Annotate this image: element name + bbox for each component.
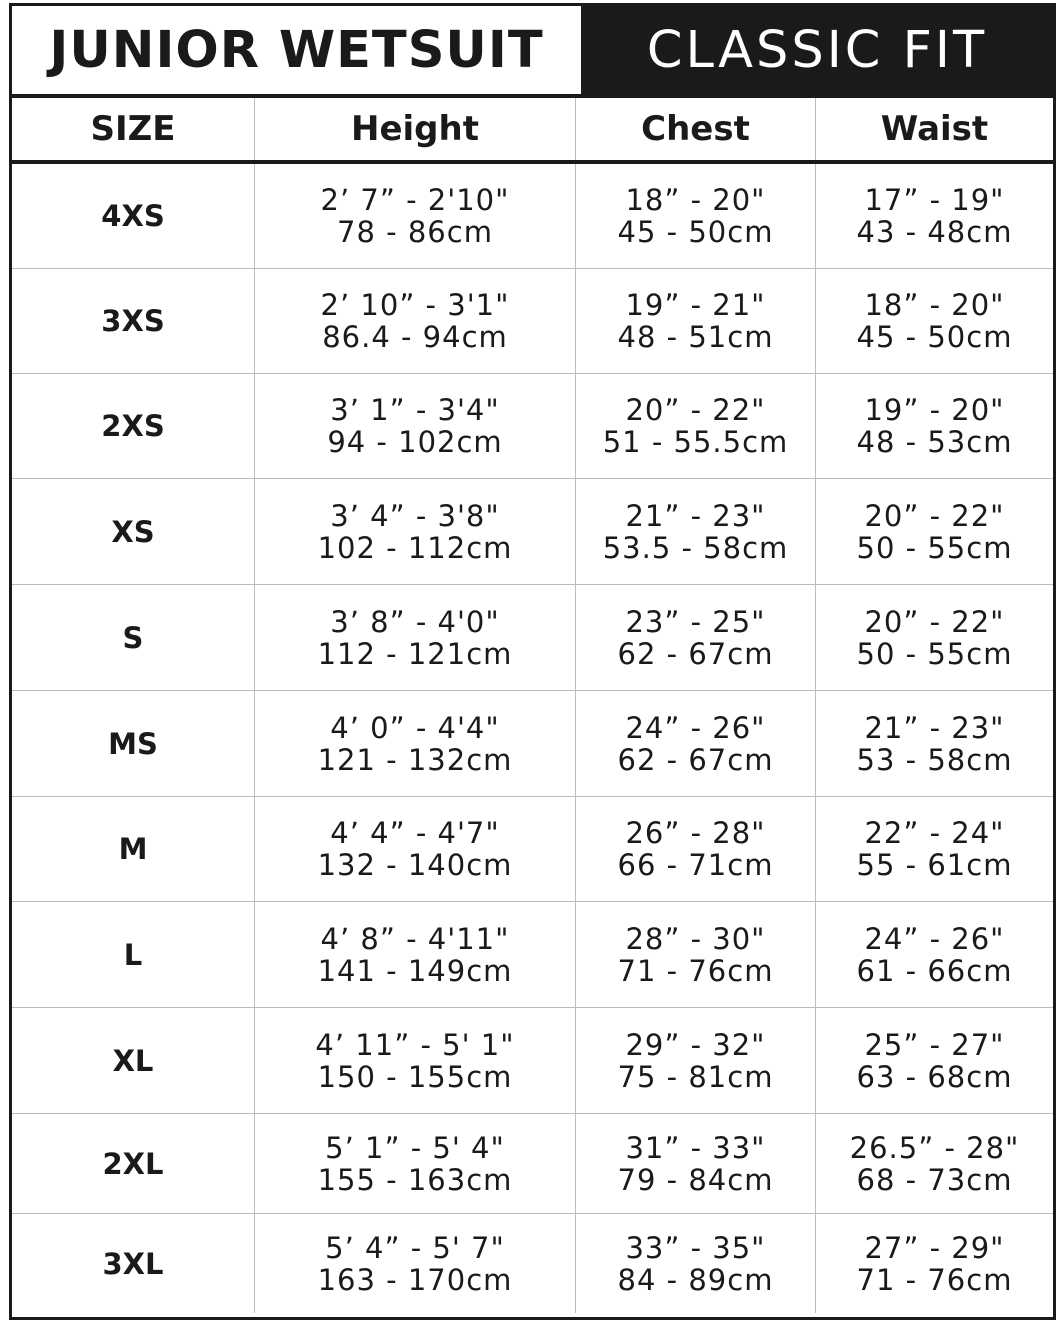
waist-cell — [816, 585, 1053, 690]
waist-cell — [816, 691, 1053, 796]
chest-cell-centimeters: 79 - 84cm — [617, 1162, 774, 1197]
waist-cell-centimeters: 55 - 61cm — [856, 848, 1013, 882]
waist-cell — [816, 1214, 1053, 1313]
waist-cell-centimeters: 61 - 66cm — [856, 953, 1013, 988]
waist-cell-centimeters: 71 - 76cm — [856, 1262, 1013, 1297]
chest-cell — [576, 797, 816, 901]
height-cell — [255, 1214, 576, 1313]
chest-cell-centimeters: 62 - 67cm — [617, 636, 774, 671]
size-cell: 3XS — [12, 269, 255, 373]
chest-cell-centimeters: 48 - 51cm — [617, 320, 774, 354]
height-cell-centimeters: 132 - 140cm — [317, 848, 513, 882]
table-row — [12, 1214, 1053, 1313]
chest-cell — [576, 479, 816, 584]
header-waist: Waist — [880, 109, 989, 149]
chest-cell — [576, 1008, 816, 1113]
chest-cell-inches: 33” - 35" — [625, 1230, 766, 1265]
height-cell — [255, 585, 576, 690]
size-cell: S — [12, 585, 255, 690]
chest-cell — [576, 164, 816, 268]
chest-cell — [576, 1214, 816, 1313]
waist-cell-centimeters: 68 - 73cm — [856, 1162, 1013, 1197]
waist-cell-inches: 19” - 20" — [864, 393, 1005, 427]
chest-cell-centimeters: 53.5 - 58cm — [602, 530, 789, 565]
fit-title: CLASSIC FIT — [581, 6, 1053, 94]
header-chest: Chest — [576, 98, 816, 160]
height-cell-inches: 2’ 10” - 3'1" — [320, 288, 510, 322]
header-size: SIZE — [12, 98, 255, 160]
chest-cell — [576, 902, 816, 1007]
waist-cell-centimeters: 48 - 53cm — [856, 425, 1013, 459]
waist-cell-centimeters: 43 - 48cm — [856, 215, 1013, 249]
height-cell-inches: 4’ 11” - 5' 1" — [315, 1027, 515, 1062]
chest-cell — [576, 374, 816, 478]
chest-cell-centimeters: 62 - 67cm — [617, 742, 774, 777]
height-cell-centimeters: 163 - 170cm — [317, 1262, 513, 1297]
height-cell-inches: 4’ 4” - 4'7" — [330, 816, 500, 850]
waist-cell-centimeters: 50 - 55cm — [856, 530, 1013, 565]
height-cell — [255, 797, 576, 901]
height-cell-inches: 5’ 4” - 5' 7" — [325, 1230, 505, 1265]
height-cell-inches: 2’ 7” - 2'10" — [320, 183, 510, 217]
waist-cell-centimeters: 63 - 68cm — [856, 1059, 1013, 1094]
chart-title: JUNIOR WETSUIT — [12, 6, 581, 94]
chest-cell-inches: 29” - 32" — [625, 1027, 766, 1062]
chest-cell — [576, 691, 816, 796]
height-cell — [255, 691, 576, 796]
height-cell — [255, 479, 576, 584]
height-cell-inches: 3’ 1” - 3'4" — [330, 393, 500, 427]
size-cell: 3XL — [12, 1214, 255, 1313]
size-cell: MS — [12, 691, 255, 796]
waist-cell-inches: 18” - 20" — [864, 288, 1005, 322]
height-cell-centimeters: 155 - 163cm — [317, 1162, 513, 1197]
chest-cell-inches: 31” - 33" — [625, 1130, 766, 1165]
waist-cell-inches: 20” - 22" — [864, 604, 1005, 639]
chest-cell-inches: 23” - 25" — [625, 604, 766, 639]
height-cell-centimeters: 141 - 149cm — [317, 953, 513, 988]
waist-cell-centimeters: 45 - 50cm — [856, 320, 1013, 354]
table-row — [12, 1114, 1053, 1214]
waist-cell-centimeters: 53 - 58cm — [856, 742, 1013, 777]
chest-cell-centimeters: 45 - 50cm — [617, 215, 774, 249]
height-cell — [255, 902, 576, 1007]
size-cell: M — [12, 797, 255, 901]
height-cell — [255, 1114, 576, 1213]
table-row — [12, 585, 1053, 691]
table-row — [12, 374, 1053, 479]
height-cell-centimeters: 121 - 132cm — [317, 742, 513, 777]
size-cell: XS — [12, 479, 255, 584]
height-cell-inches: 4’ 0” - 4'4" — [330, 710, 500, 745]
waist-cell — [816, 269, 1053, 373]
chest-cell-inches: 26” - 28" — [625, 816, 766, 850]
waist-cell-inches: 26.5” - 28" — [849, 1130, 1020, 1165]
table-row — [12, 797, 1053, 902]
size-cell: 2XL — [12, 1114, 255, 1213]
chest-cell-inches: 24” - 26" — [625, 710, 766, 745]
height-cell-centimeters: 78 - 86cm — [337, 215, 493, 249]
height-cell — [255, 374, 576, 478]
waist-cell-inches: 22” - 24" — [864, 816, 1005, 850]
waist-cell-inches: 25” - 27" — [864, 1027, 1005, 1062]
size-cell: 4XS — [12, 164, 255, 268]
size-cell: L — [12, 902, 255, 1007]
table-row — [12, 479, 1053, 585]
waist-cell-inches: 24” - 26" — [864, 921, 1005, 956]
table-row — [12, 269, 1053, 374]
chest-cell-inches: 20” - 22" — [625, 393, 766, 427]
title-bar — [12, 6, 1053, 94]
waist-cell — [816, 164, 1053, 268]
height-cell-centimeters: 102 - 112cm — [317, 530, 513, 565]
header-height: Height — [255, 98, 576, 160]
height-cell-inches: 5’ 1” - 5' 4" — [325, 1130, 505, 1165]
height-cell — [255, 1008, 576, 1113]
waist-cell — [816, 374, 1053, 478]
chest-cell-inches: 28” - 30" — [625, 921, 766, 956]
waist-cell-inches: 21” - 23" — [864, 710, 1005, 745]
size-chart — [9, 3, 1056, 1320]
waist-cell-centimeters: 50 - 55cm — [856, 636, 1013, 671]
chest-cell — [576, 1114, 816, 1213]
size-cell: XL — [12, 1008, 255, 1113]
height-cell-centimeters: 150 - 155cm — [317, 1059, 513, 1094]
waist-cell — [816, 797, 1053, 901]
waist-cell-inches: 27” - 29" — [864, 1230, 1005, 1265]
height-cell-inches: 3’ 4” - 3'8" — [330, 498, 500, 533]
height-cell — [255, 164, 576, 268]
table-row — [12, 691, 1053, 797]
chest-cell-inches: 21” - 23" — [625, 498, 766, 533]
height-cell-centimeters: 86.4 - 94cm — [322, 320, 508, 354]
waist-cell — [816, 1008, 1053, 1113]
table-body — [12, 164, 1053, 1313]
height-cell-inches: 4’ 8” - 4'11" — [320, 921, 510, 956]
table-row — [12, 902, 1053, 1008]
chest-cell-centimeters: 75 - 81cm — [617, 1059, 774, 1094]
chest-cell-centimeters: 66 - 71cm — [617, 848, 774, 882]
waist-cell — [816, 1114, 1053, 1213]
chest-cell-centimeters: 51 - 55.5cm — [602, 425, 789, 459]
chest-cell-inches: 18” - 20" — [625, 183, 766, 217]
table-row — [12, 164, 1053, 269]
height-cell — [255, 269, 576, 373]
size-cell: 2XS — [12, 374, 255, 478]
chest-cell-centimeters: 84 - 89cm — [617, 1262, 774, 1297]
height-cell-centimeters: 94 - 102cm — [327, 425, 503, 459]
waist-cell — [816, 902, 1053, 1007]
waist-cell-inches: 20” - 22" — [864, 498, 1005, 533]
chest-cell-inches: 19” - 21" — [625, 288, 766, 322]
waist-cell-inches: 17” - 19" — [864, 183, 1005, 217]
chest-cell — [576, 269, 816, 373]
height-cell-centimeters: 112 - 121cm — [317, 636, 513, 671]
table-row — [12, 1008, 1053, 1114]
chest-cell — [576, 585, 816, 690]
table-header-row — [12, 94, 1053, 164]
chest-cell-centimeters: 71 - 76cm — [617, 953, 774, 988]
height-cell-inches: 3’ 8” - 4'0" — [330, 604, 500, 639]
waist-cell — [816, 479, 1053, 584]
